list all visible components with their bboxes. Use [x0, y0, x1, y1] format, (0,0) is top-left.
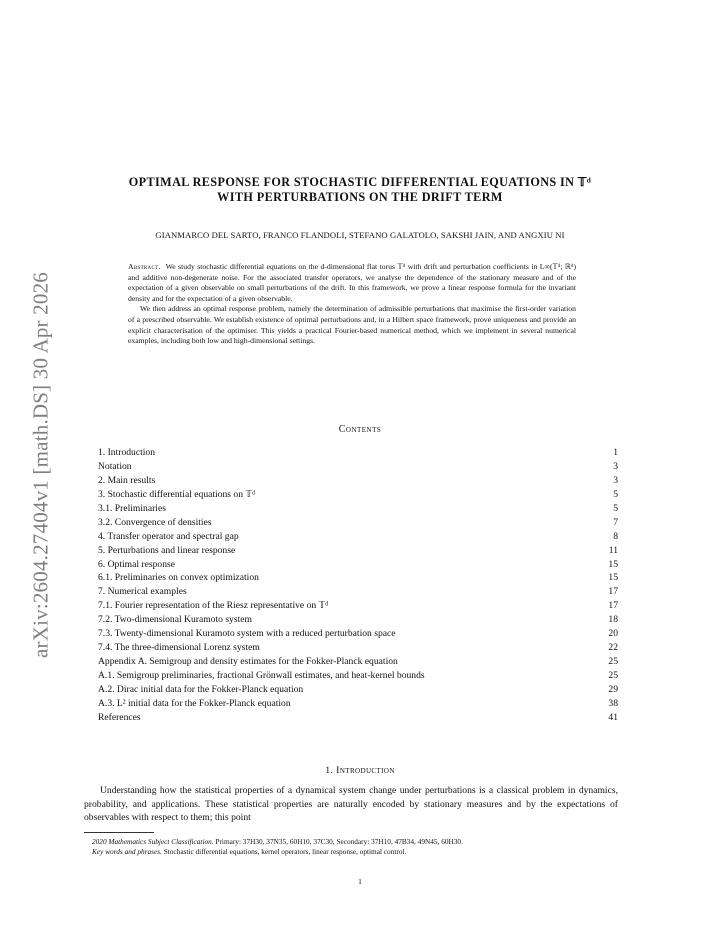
- toc-entry-page: 22: [608, 642, 618, 654]
- toc-entry-page: 41: [608, 711, 618, 723]
- toc-entry[interactable]: [98, 488, 618, 502]
- toc-entry-title: 2. Main results: [98, 474, 156, 486]
- toc-entry[interactable]: [98, 599, 618, 613]
- title-line-2: WITH PERTURBATIONS ON THE DRIFT TERM: [217, 190, 503, 204]
- paper-title: [80, 175, 640, 205]
- toc-entry[interactable]: [98, 571, 618, 585]
- toc-entry-page: 7: [613, 516, 618, 528]
- toc-entry-page: 5: [613, 488, 618, 500]
- toc-entry-title: 1. Introduction: [98, 447, 156, 458]
- toc-entry-title: References: [98, 711, 141, 723]
- toc-entry-page: 18: [608, 614, 618, 626]
- introduction-paragraph: Understanding how the statistical properties of a dynamical system change under perturbations is a classical problem in dynamics, probability, and applications. These statistical properties are naturally encoded by stationary measures and by the expectations of observables with respect to them; this point: [84, 785, 618, 824]
- toc-entry-page: 20: [608, 628, 618, 640]
- toc-entry-title: 7.2. Two-dimensional Kuramoto system: [98, 614, 252, 626]
- toc-entry[interactable]: [98, 460, 618, 474]
- toc-entry-title: 4. Transfer operator and spectral gap: [98, 530, 239, 542]
- toc-entry-title: 6. Optimal response: [98, 558, 176, 570]
- toc-entry-title: A.3. L² initial data for the Fokker-Planck equation: [98, 697, 291, 709]
- toc-entry-title: 7.4. The three-dimensional Lorenz system: [98, 642, 260, 654]
- toc-entry-page: 17: [608, 600, 618, 612]
- toc-entry-title: 3.1. Preliminaries: [98, 502, 166, 514]
- toc-entry-title: 3. Stochastic differential equations on 𝕋ᵈ: [98, 488, 256, 500]
- arxiv-identifier-stamp: arXiv:2604.27404v1 [math.DS] 30 Apr 2026: [28, 272, 53, 658]
- toc-entry-page: 38: [608, 697, 618, 709]
- page-number: 1: [358, 877, 362, 886]
- toc-entry[interactable]: [98, 558, 618, 572]
- abstract: [128, 262, 576, 347]
- keywords-text: Stochastic differential equations, kernel operators, linear response, optimal control.: [161, 847, 407, 857]
- toc-entry[interactable]: [98, 585, 618, 599]
- toc-entry[interactable]: [98, 530, 618, 544]
- keywords-label: Key words and phrases.: [92, 847, 162, 857]
- toc-entry-page: 25: [608, 656, 618, 668]
- toc-entry-page: 5: [613, 502, 618, 514]
- toc-entry-page: 1: [613, 447, 618, 458]
- toc-entry-page: 11: [608, 544, 618, 556]
- toc-entry[interactable]: [98, 446, 618, 460]
- toc-entry[interactable]: [98, 544, 618, 558]
- toc-entry-page: 17: [608, 586, 618, 598]
- footnote-rule: [84, 832, 154, 833]
- toc-entry-title: 7. Numerical examples: [98, 586, 187, 598]
- abstract-text-1: We study stochastic differential equations on the d-dimensional flat torus 𝕋ᵈ with drift and perturbation coefficients in L∞(𝕋ᵈ; ℝᵈ) and additive non-degenerate noise. For the associated transfer operators, we analyse the dependence of the stationary measure and of the expectation of a given observable on small perturbations of the drift. In this framework, we prove a linear response formula for the invariant density and for the expectation of a given observable.: [128, 262, 577, 303]
- abstract-paragraph-1: [128, 262, 576, 304]
- toc-entry-page: 8: [613, 530, 618, 542]
- toc-entry-page: 15: [608, 558, 618, 570]
- toc-entry[interactable]: [98, 669, 618, 683]
- author-list: GIANMARCO DEL SARTO, FRANCO FLANDOLI, STEFANO GALATOLO, SAKSHI JAIN, AND ANGXIU NI: [155, 230, 565, 240]
- toc-entry-page: 25: [608, 670, 618, 681]
- toc-entry-title: Notation: [98, 460, 132, 472]
- toc-entry[interactable]: [98, 502, 618, 516]
- toc-entry[interactable]: [98, 711, 618, 725]
- toc-entry-page: 15: [608, 572, 618, 584]
- keywords-footnote: [84, 847, 618, 857]
- abstract-heading: Abstract.: [128, 262, 161, 271]
- toc-entry-title: 7.3. Twenty-dimensional Kuramoto system with a reduced perturbation space: [98, 628, 396, 640]
- toc-entry[interactable]: [98, 613, 618, 627]
- toc-entry-page: 3: [613, 474, 618, 486]
- msc-codes: Primary: 37H30, 37N35, 60H10, 37C30, Secondary: 37H10, 47B34, 49N45, 60H30.: [213, 837, 463, 846]
- abstract-paragraph-2: We then address an optimal response problem, namely the determination of admissible perturbations that maximise the first-order variation of a prescribed observable. We establish existence of optimal perturbations and, in a Hilbert space framework, prove uniqueness and provide an explicit characterisation of the optimiser. This yields a practical Fourier-based numerical method, which we implement in several numerical examples, including both low and high-dimensional settings.: [128, 304, 576, 346]
- title-line-1: OPTIMAL RESPONSE FOR STOCHASTIC DIFFERENTIAL EQUATIONS IN 𝕋ᵈ: [128, 175, 592, 189]
- introduction-heading: 1. Introduction: [325, 765, 395, 776]
- toc-entry-title: A.1. Semigroup preliminaries, fractional Grönwall estimates, and heat-kernel bounds: [98, 670, 425, 681]
- toc-entry[interactable]: [98, 683, 618, 697]
- toc-entry[interactable]: [98, 627, 618, 641]
- contents-heading: Contents: [338, 424, 382, 435]
- msc-footnote: [84, 837, 618, 847]
- toc-entry[interactable]: [98, 655, 618, 669]
- toc-entry[interactable]: [98, 516, 618, 530]
- toc-entry-title: 5. Perturbations and linear response: [98, 544, 236, 556]
- msc-label: 2020 Mathematics Subject Classification.: [92, 837, 214, 846]
- toc-entry-page: 3: [613, 460, 618, 472]
- toc-entry[interactable]: [98, 641, 618, 655]
- table-of-contents: [98, 446, 618, 725]
- toc-entry-title: 3.2. Convergence of densities: [98, 516, 212, 528]
- footnotes: [84, 837, 618, 858]
- toc-entry-title: 7.1. Fourier representation of the Riesz representative on 𝕋ᵈ: [98, 600, 329, 612]
- toc-entry-title: A.2. Dirac initial data for the Fokker-Planck equation: [98, 683, 304, 695]
- toc-entry[interactable]: [98, 697, 618, 711]
- toc-entry-title: Appendix A. Semigroup and density estimates for the Fokker-Planck equation: [98, 656, 398, 668]
- toc-entry-title: 6.1. Preliminaries on convex optimization: [98, 572, 259, 584]
- toc-entry[interactable]: [98, 474, 618, 488]
- toc-entry-page: 29: [608, 683, 618, 695]
